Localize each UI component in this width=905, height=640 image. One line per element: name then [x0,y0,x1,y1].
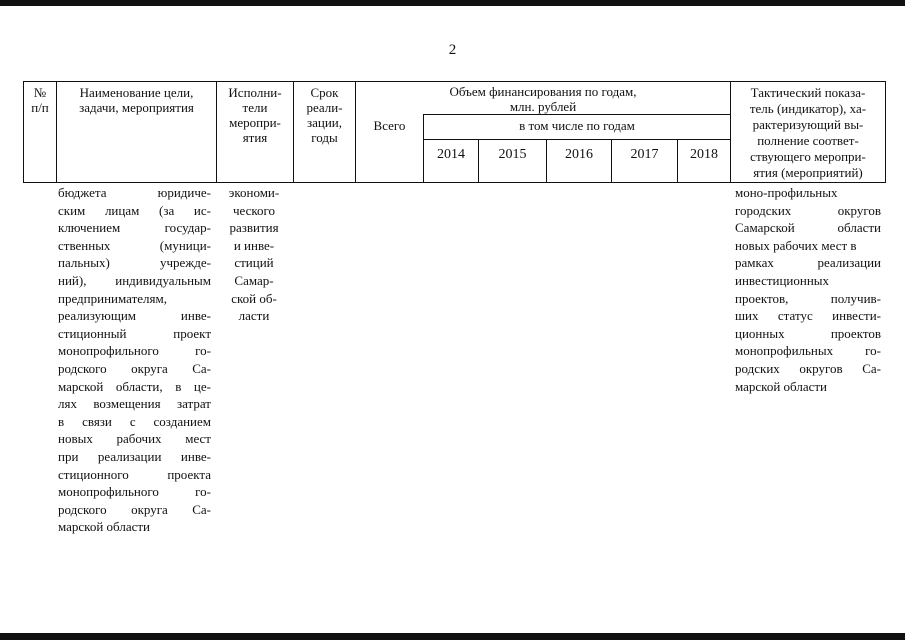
row-name-text: бюджета юридиче- ским лицам (за ис- ключением государ- ственных (муници- пальных) учрежде- ний), индивидуальным предпринимателям, реализующим инве- стиционный проект монопрофильного го- родского округа Са- марской области, в це- лях возмещения затрат в связи с созданием новых рабочих мест при реализации инве- стиционного проекта монопрофильного го- родского округа Са- марской области [58,185,211,535]
year-2017: 2017 [630,147,659,162]
year-2018: 2018 [690,147,718,162]
header-indicator-cell: Тактический показа- тель (индикатор), ха- рактеризующий вы- полнение соответ- ствующего меропри- ятия (мероприятий) [749,85,867,180]
header-funding-cell: Объем финансирования по годам, млн. рублей [449,84,637,114]
header-by-year-cell: в том числе по годам [519,118,635,133]
header-name-cell: Наименование цели, задачи, мероприятия [79,85,194,115]
header-total-cell: Всего [373,118,406,133]
header-executors-cell: Исполни- тели меропри- ятия [228,85,282,145]
header-term-cell: Срок реали- зации, годы [306,85,343,145]
top-page-border [0,0,905,6]
page-number: 2 [448,42,457,58]
row-indicator-text: моно-профильных городских округов Самарской области новых рабочих мест в рамках реализации инвестиционных проектов, получив- ших статус инвести- ционных проектов монопрофильных го- родских округов Са- марской области [735,185,881,394]
row-executors-text: экономи- ческого развития и инве- стиций Самар- ской об- ласти [228,185,280,324]
header-number-cell: № п/п [31,85,49,115]
year-2016: 2016 [565,147,593,162]
year-2015: 2015 [498,147,527,162]
bottom-page-border [0,633,905,640]
year-2014: 2014 [437,147,465,162]
